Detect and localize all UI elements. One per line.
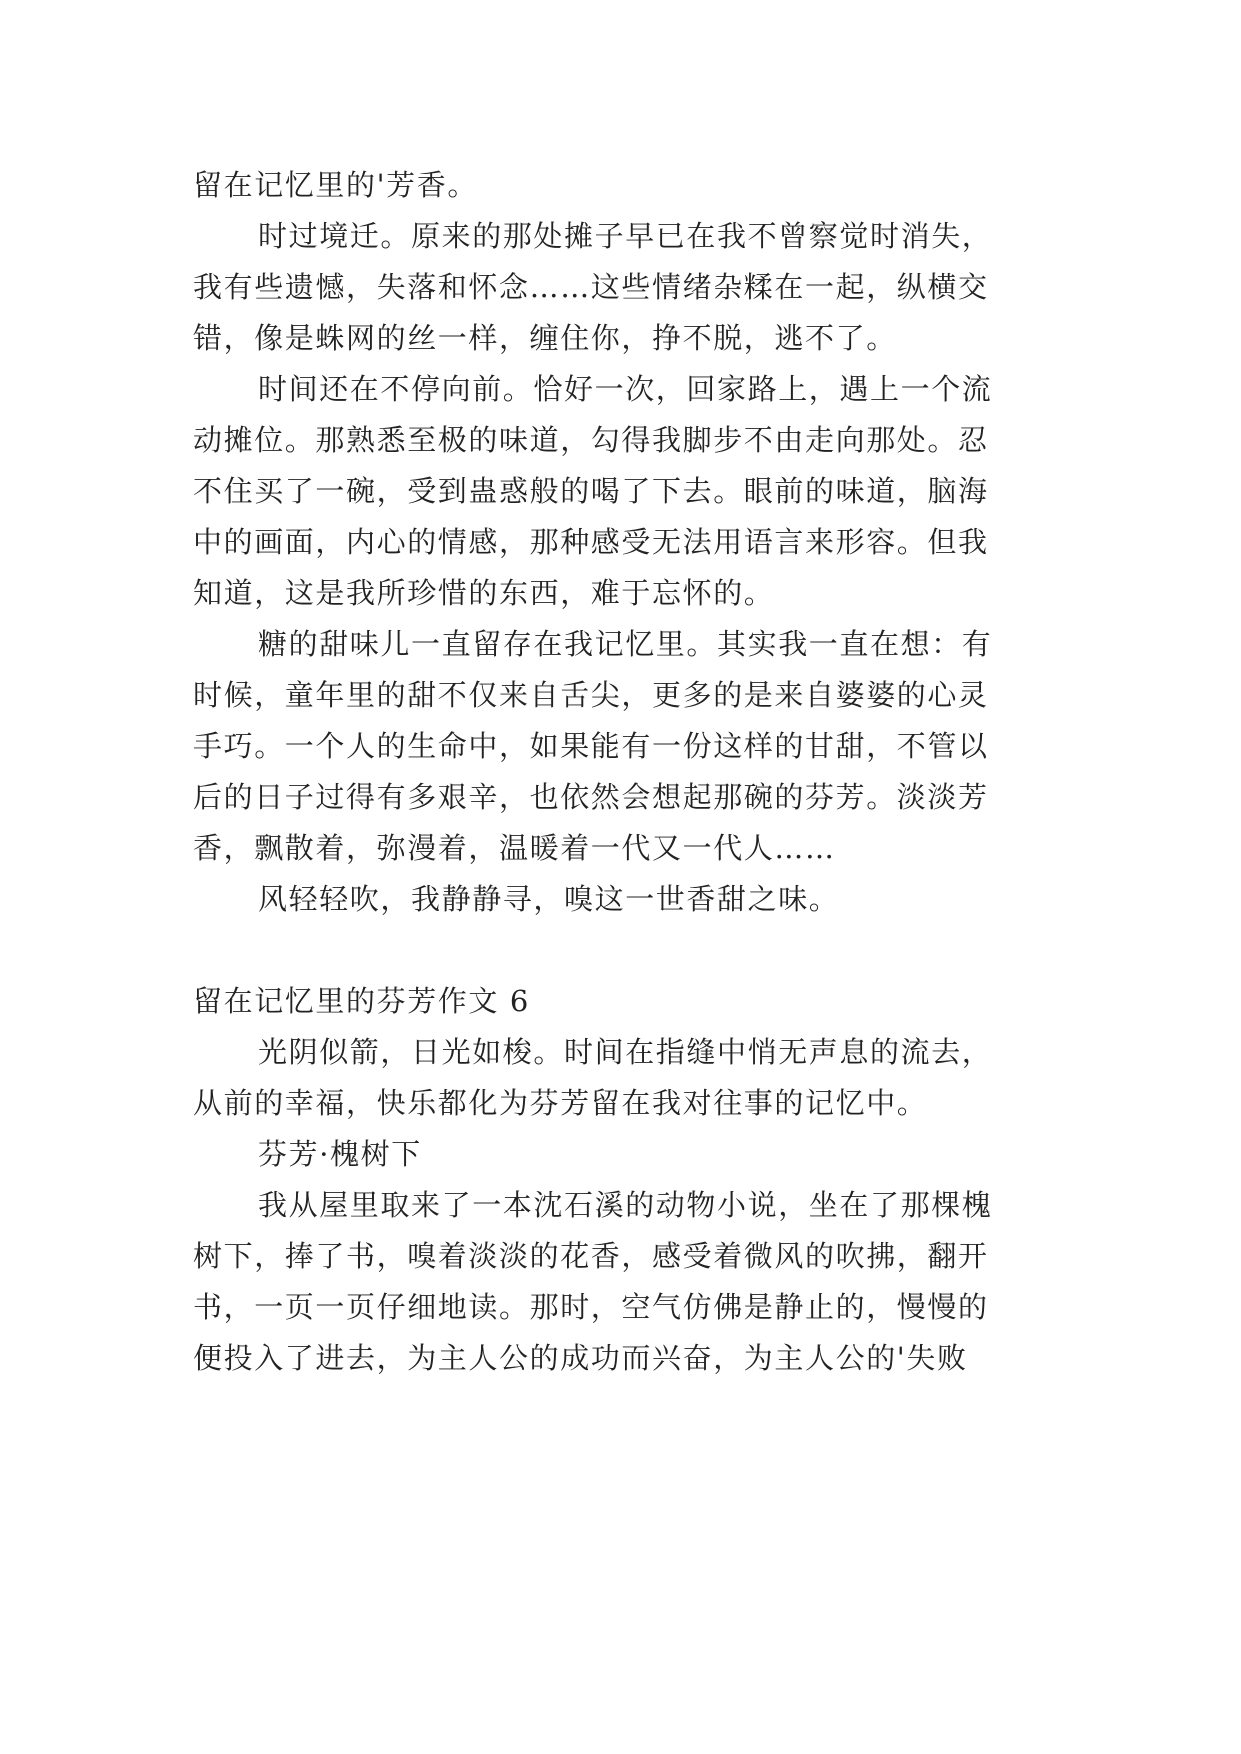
text-line: 知道，这是我所珍惜的东西，难于忘怀的。	[193, 576, 775, 610]
text-line: 错，像是蛛网的丝一样，缠住你，挣不脱，逃不了。	[193, 321, 897, 355]
text-line: 我有些遗憾，失落和怀念……这些情绪杂糅在一起，纵横交	[193, 270, 989, 304]
text-line: 后的日子过得有多艰辛，也依然会想起那碗的芬芳。淡淡芳	[193, 780, 989, 814]
paragraph-first-line: 糖的甜味儿一直留存在我记忆里。其实我一直在想：有	[258, 627, 993, 661]
text-line: 从前的幸福，快乐都化为芬芳留在我对往事的记忆中。	[193, 1086, 928, 1120]
paragraph-first-line: 时过境迁。原来的那处摊子早已在我不曾察觉时消失，	[258, 219, 993, 253]
text-line: 手巧。一个人的生命中，如果能有一份这样的甘甜，不管以	[193, 729, 989, 763]
subheading: 芬芳·槐树下	[258, 1137, 422, 1171]
section-heading: 留在记忆里的芬芳作文 6	[193, 984, 530, 1018]
text-line: 中的画面，内心的情感，那种感受无法用语言来形容。但我	[193, 525, 989, 559]
text-line: 香，飘散着，弥漫着，温暖着一代又一代人……	[193, 831, 836, 865]
text-line: 时候，童年里的甜不仅来自舌尖，更多的是来自婆婆的心灵	[193, 678, 989, 712]
text-line: 树下，捧了书，嗅着淡淡的花香，感受着微风的吹拂，翻开	[193, 1239, 989, 1273]
text-line: 不住买了一碗，受到蛊惑般的喝了下去。眼前的味道，脑海	[193, 474, 989, 508]
paragraph-first-line: 我从屋里取来了一本沈石溪的动物小说，坐在了那棵槐	[258, 1188, 993, 1222]
paragraph-first-line: 时间还在不停向前。恰好一次，回家路上，遇上一个流	[258, 372, 993, 406]
paragraph-first-line: 光阴似箭，日光如梭。时间在指缝中悄无声息的流去，	[258, 1035, 993, 1069]
paragraph-first-line: 风轻轻吹，我静静寻，嗅这一世香甜之味。	[258, 882, 840, 916]
text-line: 便投入了进去，为主人公的成功而兴奋，为主人公的'失败	[193, 1341, 968, 1375]
text-line: 留在记忆里的'芳香。	[193, 168, 478, 202]
text-line: 动摊位。那熟悉至极的味道，勾得我脚步不由走向那处。忍	[193, 423, 989, 457]
text-line: 书，一页一页仔细地读。那时，空气仿佛是静止的，慢慢的	[193, 1290, 989, 1324]
